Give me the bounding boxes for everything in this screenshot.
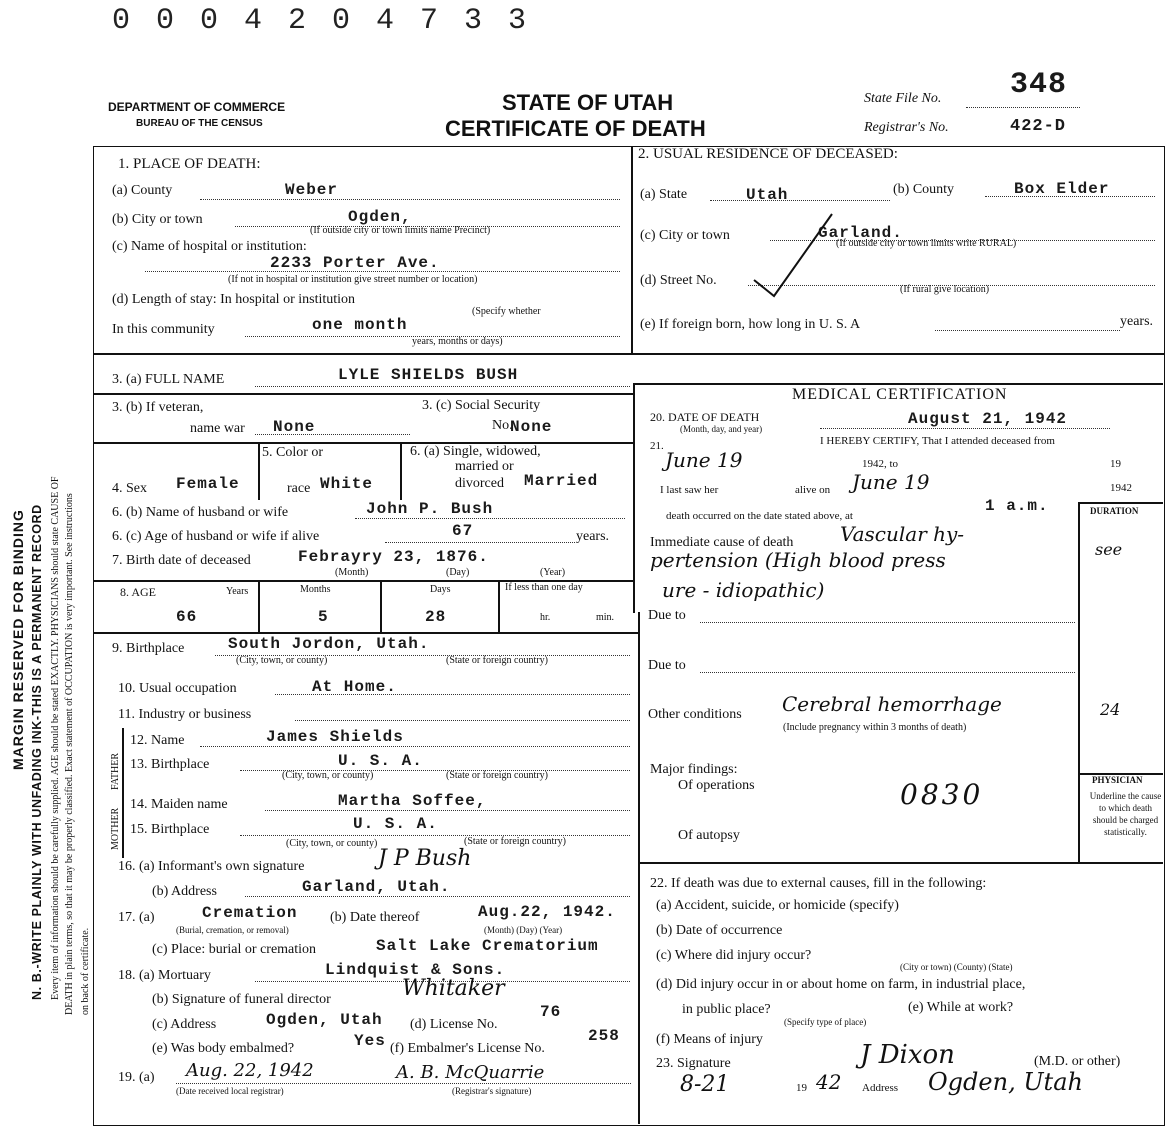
external-d: (d) Did injury occur in or about home on farm, in industrial place, <box>656 977 1026 992</box>
father-name-label: 12. Name <box>130 733 185 748</box>
city-label: (b) City or town <box>112 212 203 227</box>
mother-ctc: (City, town, or county) <box>286 838 378 849</box>
father-birthplace: U. S. A. <box>338 752 423 770</box>
external-b: (b) Date of occurrence <box>656 923 783 938</box>
filed-date: Aug. 22, 1942 <box>186 1060 314 1081</box>
age-years: 66 <box>176 608 198 626</box>
death-hospital: 2233 Porter Ave. <box>270 254 440 272</box>
bureau: BUREAU OF THE CENSUS <box>136 118 263 129</box>
mother-name: Martha Soffee, <box>338 792 487 810</box>
stay-label: (d) Length of stay: In hospital or institution <box>112 292 356 307</box>
mortuary-address-label: (c) Address <box>152 1017 217 1032</box>
burial-place: Salt Lake Crematorium <box>376 937 599 955</box>
time-of-death: 1 a.m. <box>985 497 1049 515</box>
days-label: Days <box>430 584 451 595</box>
registrar-no: 422-D <box>1010 117 1067 136</box>
registrar-no-label: Registrar's No. <box>864 120 949 135</box>
hospital-label: (c) Name of hospital or institution: <box>112 239 307 254</box>
industry-label: 11. Industry or business <box>118 707 252 722</box>
father-sfc: (State or foreign country) <box>446 770 548 781</box>
physician-label: PHYSICIAN <box>1092 775 1143 785</box>
external-specify: (Specify type of place) <box>784 1017 867 1027</box>
attended-from-year: 1942, to <box>862 458 899 470</box>
burial-date: Aug.22, 1942. <box>478 903 616 921</box>
dod-note: (Month, day, and year) <box>680 424 763 434</box>
filed-note: (Date received local registrar) <box>176 1086 284 1096</box>
burial-method: Cremation <box>202 904 298 922</box>
full-name: LYLE SHIELDS BUSH <box>338 366 519 384</box>
occurred-label: death occurred on the date stated above, at <box>666 510 853 522</box>
res-city-label: (c) City or town <box>640 228 730 243</box>
community-label: In this community <box>112 322 215 337</box>
other-duration: 24 <box>1100 700 1121 719</box>
foreign-label: (e) If foreign born, how long in U. S. A <box>640 317 861 332</box>
res-street-label: (d) Street No. <box>640 273 717 288</box>
res-state: Utah <box>746 186 789 204</box>
father-side-label: FATHER <box>110 752 121 790</box>
last-saw-label: I last saw her <box>660 484 719 496</box>
foreign-unit: years. <box>1120 314 1154 329</box>
mortuary-label: 18. (a) Mortuary <box>118 968 211 983</box>
ss-value: None <box>510 418 553 436</box>
embalmed-value: Yes <box>354 1032 386 1050</box>
day-note: (Day) <box>446 567 470 578</box>
birthplace-label: 9. Birthplace <box>112 641 185 656</box>
department: DEPARTMENT OF COMMERCE <box>108 100 286 114</box>
mortuary-address: Ogden, Utah <box>266 1011 383 1029</box>
veteran-label: 3. (b) If veteran, <box>112 400 204 415</box>
margin-line-1: MARGIN RESERVED FOR BINDING <box>10 509 26 770</box>
burial-place-label: (c) Place: burial or cremation <box>152 942 317 957</box>
sex-label: 4. Sex <box>112 481 147 496</box>
other-note: (Include pregnancy within 3 months of death) <box>783 722 967 733</box>
spouse-label: 6. (b) Name of husband or wife <box>112 505 289 520</box>
birth-label: 7. Birth date of deceased <box>112 553 251 568</box>
autopsy-label: Of autopsy <box>678 828 740 843</box>
death-city: Ogden, <box>348 208 412 226</box>
state-file-label: State File No. <box>864 91 942 106</box>
signature-year-label: 19 <box>796 1082 807 1094</box>
age-label: 8. AGE <box>120 585 156 599</box>
signature-date: 8-21 <box>680 1072 730 1097</box>
age-months: 5 <box>318 608 329 626</box>
informant-address-label: (b) Address <box>152 884 217 899</box>
sex-value: Female <box>176 475 240 493</box>
margin-line-5: on back of certificate. <box>80 927 91 1015</box>
margin-line-2: N. B.-WRITE PLAINLY WITH UNFADING INK-THIS IS A PERMANENT RECORD <box>30 504 44 1000</box>
serial-number: 0 0 0 4 2 0 4 7 3 3 <box>112 4 531 38</box>
marital-label-2: married or <box>455 459 514 474</box>
burial-label: 17. (a) <box>118 910 155 925</box>
res-state-label: (a) State <box>640 187 688 202</box>
father-birthplace-label: 13. Birthplace <box>130 757 210 772</box>
physician-signature: J Dixon <box>860 1040 955 1070</box>
mother-birthplace-label: 15. Birthplace <box>130 822 210 837</box>
cause-line-2: pertension (High blood press <box>650 548 946 572</box>
marital-value: Married <box>524 472 599 490</box>
burial-date-label: (b) Date thereof <box>330 910 420 925</box>
cause-label: Immediate cause of death <box>650 535 794 550</box>
war-value: None <box>273 418 316 436</box>
informant-address: Garland, Utah. <box>302 878 451 896</box>
state-file-no: 348 <box>1010 68 1068 102</box>
war-label: name war <box>190 421 245 436</box>
ss-no-label: No. <box>492 418 513 433</box>
years-label: Years <box>226 586 249 597</box>
attended-from: June 19 <box>665 448 743 472</box>
community-stay: one month <box>312 316 408 334</box>
city-note: (If outside city or town limits name Precinct) <box>310 225 491 236</box>
address-label: Address <box>862 1082 899 1094</box>
margin-line-3: Every item of information should be carefully supplied. AGE should be stated EXACTLY. PHYSICIANS should state CAUSE OF <box>50 476 61 1000</box>
race-value: White <box>320 475 374 493</box>
burial-mdy-note: (Month) (Day) (Year) <box>484 925 563 935</box>
mortuary-value: Lindquist & Sons. <box>325 961 506 979</box>
age-days: 28 <box>425 608 447 626</box>
father-ctc: (City, town, or county) <box>282 770 374 781</box>
spouse-age-label: 6. (c) Age of husband or wife if alive <box>112 529 320 544</box>
spouse-age-unit: years. <box>576 529 610 544</box>
due-to-1-label: Due to <box>648 608 686 623</box>
filed-label: 19. (a) <box>118 1070 155 1085</box>
state-title: STATE OF UTAH <box>502 90 674 115</box>
registrar-note: (Registrar's signature) <box>452 1086 532 1096</box>
months-label: Months <box>300 584 331 595</box>
external-c: (c) Where did injury occur? <box>656 948 812 963</box>
external-title: 22. If death was due to external causes, fill in the following: <box>650 876 987 891</box>
margin-line-4: DEATH in plain terms, so that it may be properly classified. Exact statement of OCCUPATION is very important. See instructions <box>64 493 75 1015</box>
birthplace-sfc: (State or foreign country) <box>446 655 548 666</box>
check-mark <box>752 210 842 300</box>
date-of-death: August 21, 1942 <box>908 410 1068 428</box>
residence-title: 2. USUAL RESIDENCE OF DECEASED: <box>638 146 898 162</box>
res-city-note: (If outside city or town limits write RURAL) <box>836 238 1017 249</box>
occupation-label: 10. Usual occupation <box>118 681 237 696</box>
father-name: James Shields <box>266 728 404 746</box>
place-of-death-title: 1. PLACE OF DEATH: <box>118 156 261 172</box>
embalmer-license: 258 <box>588 1027 620 1045</box>
birthplace-value: South Jordon, Utah. <box>228 635 430 653</box>
year-note: (Year) <box>540 567 566 578</box>
last-saw-date: June 19 <box>852 470 930 494</box>
external-a: (a) Accident, suicide, or homicide (specify) <box>656 898 899 913</box>
birth-date: Febrayry 23, 1876. <box>298 548 489 566</box>
other-conditions-label: Other conditions <box>648 707 742 722</box>
director-signature: Whitaker <box>402 976 505 1001</box>
community-note: years, months or days) <box>412 336 503 347</box>
signature-year: 42 <box>816 1070 842 1094</box>
mother-name-label: 14. Maiden name <box>130 797 228 812</box>
spouse-name: John P. Bush <box>366 500 494 518</box>
attended-to-year: 19 <box>1110 458 1121 470</box>
burial-method-note: (Burial, cremation, or removal) <box>176 925 289 935</box>
marital-label: 6. (a) Single, widowed, <box>410 444 541 459</box>
race-label: race <box>287 481 311 496</box>
death-county: Weber <box>285 181 339 199</box>
hr-label: hr. <box>540 612 551 623</box>
external-d2: in public place? <box>682 1002 771 1017</box>
certify-text: I HEREBY CERTIFY, That I attended deceased from <box>820 435 1055 447</box>
external-f: (f) Means of injury <box>656 1032 763 1047</box>
ss-label: 3. (c) Social Security <box>422 398 541 413</box>
name-label: 3. (a) FULL NAME <box>112 372 225 387</box>
license-label: (d) License No. <box>410 1017 498 1032</box>
other-conditions: Cerebral hemorrhage <box>782 692 1002 716</box>
md-label: (M.D. or other) <box>1034 1054 1121 1069</box>
res-street-note: (If rural give location) <box>900 284 990 295</box>
marital-label-3: divorced <box>455 476 504 491</box>
physician-address: Ogden, Utah <box>928 1068 1083 1096</box>
external-e: (e) While at work? <box>908 1000 1014 1015</box>
cause-line-3: ure - idiopathic) <box>662 578 825 602</box>
director-label: (b) Signature of funeral director <box>152 992 331 1007</box>
specify-note: (Specify whether <box>472 306 541 317</box>
spouse-age: 67 <box>452 522 474 540</box>
physician-note: Underline the cause to which death should be charged statistically. <box>1089 791 1162 837</box>
birthplace-ctc: (City, town, or county) <box>236 655 328 666</box>
major-findings-label: Major findings: <box>650 762 738 777</box>
certificate-title: CERTIFICATE OF DEATH <box>445 116 706 141</box>
mother-side-label: MOTHER <box>110 807 121 850</box>
signature-label: 23. Signature <box>656 1056 731 1071</box>
embalmer-license-label: (f) Embalmer's License No. <box>390 1041 545 1056</box>
last-saw-year: 1942 <box>1110 482 1132 494</box>
medical-title: MEDICAL CERTIFICATION <box>792 386 1008 403</box>
hospital-note: (If not in hospital or institution give street number or location) <box>228 274 478 285</box>
county-label: (a) County <box>112 183 173 198</box>
cause-line-1: Vascular hy- <box>840 522 965 546</box>
operations-label: Of operations <box>678 778 755 793</box>
item-21: 21. <box>650 440 664 452</box>
occupation-value: At Home. <box>312 678 397 696</box>
res-county-label: (b) County <box>893 182 955 197</box>
mother-sfc: (State or foreign country) <box>464 836 566 847</box>
informant-sig-label: 16. (a) Informant's own signature <box>118 859 305 874</box>
cause-duration: see <box>1095 540 1123 559</box>
embalmed-label: (e) Was body embalmed? <box>152 1041 295 1056</box>
license-value: 76 <box>540 1003 562 1021</box>
min-label: min. <box>596 612 615 623</box>
dod-label: 20. DATE OF DEATH <box>650 410 760 424</box>
cause-code: 0830 <box>900 778 984 811</box>
due-to-2-label: Due to <box>648 658 686 673</box>
mother-birthplace: U. S. A. <box>353 815 438 833</box>
res-county: Box Elder <box>1014 180 1110 198</box>
informant-signature: J P Bush <box>378 846 472 871</box>
duration-label: DURATION <box>1090 506 1139 516</box>
res-city: Garland. <box>818 224 903 242</box>
month-note: (Month) <box>335 567 369 578</box>
external-c-note: (City or town) (County) (State) <box>900 962 1013 972</box>
less-label: If less than one day <box>505 582 583 593</box>
color-label: 5. Color or <box>262 445 324 460</box>
registrar-signature: A. B. McQuarrie <box>396 1062 545 1083</box>
alive-on-label: alive on <box>795 484 831 496</box>
